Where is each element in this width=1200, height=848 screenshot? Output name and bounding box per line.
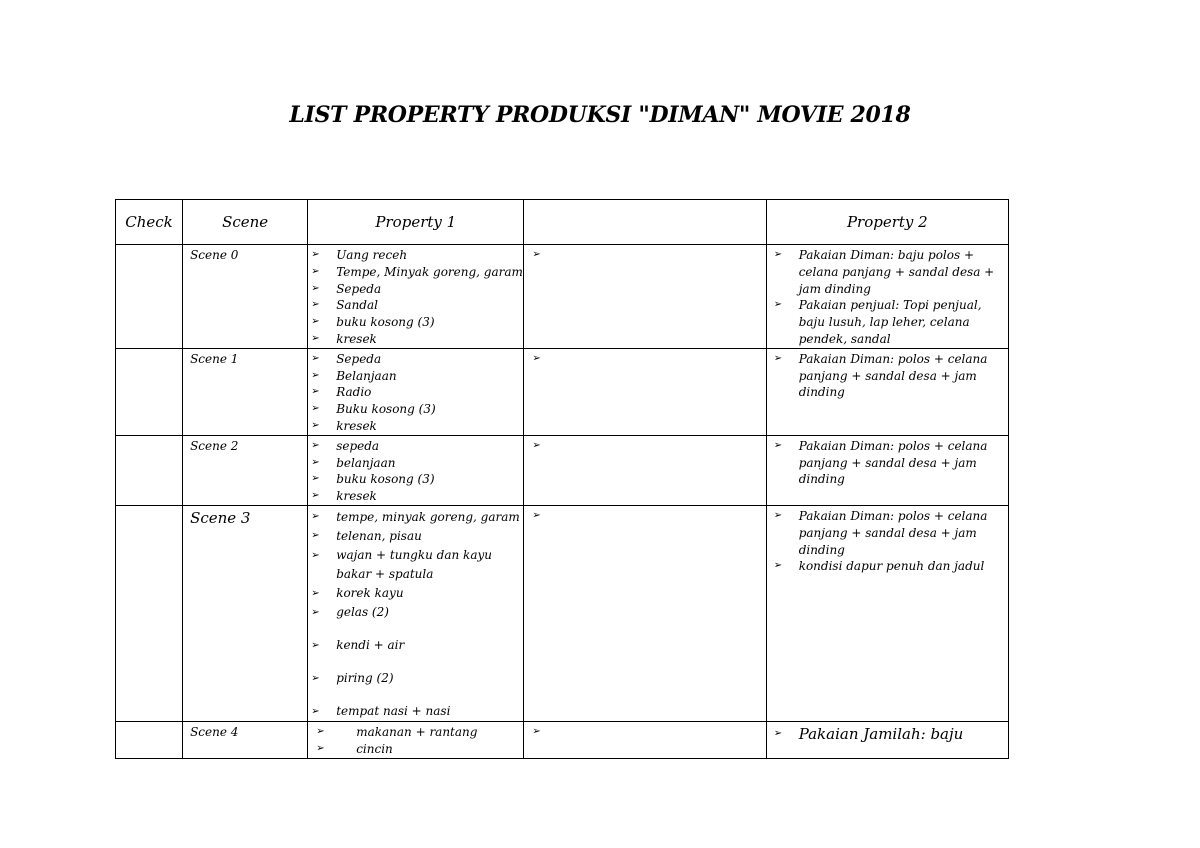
property1-cell [308,348,524,435]
middle-cell [524,245,766,349]
property2-cell [766,505,1008,721]
bullet-arrow-icon: ➢ [773,352,783,364]
bullet-arrow-icon: ➢ [311,529,320,541]
page-title: LIST PROPERTY PRODUKSI "DIMAN" MOVIE 2018 [289,102,911,128]
list-item: ➢ buku kosong (3) [311,472,435,487]
scene-cell [183,505,308,721]
list-item: ➢ Pakaian Diman: baju polos + celana panjang + sandal desa + jam dinding [773,248,995,296]
list-item: ➢ Pakaian Diman: polos + celana panjang + sandal desa + jam dinding [773,438,988,487]
bullet-arrow-icon: ➢ [311,705,320,717]
bullet-arrow-icon: ➢ [311,672,320,684]
list-item: ➢ sepeda [311,438,380,453]
property1-cell [308,435,524,505]
bullet-arrow-icon: ➢ [311,606,320,618]
list-item: ➢ kondisi dapur penuh dan jadul [773,559,985,574]
list-item: ➢ Sandal [311,298,378,313]
bullet-arrow-icon: ➢ [311,490,320,502]
bullet-arrow-icon: ➢ [311,282,320,294]
bullet-arrow-icon: ➢ [311,316,320,328]
list-item: ➢ Buku kosong (3) [311,402,436,417]
scene-cell [183,435,308,505]
bullet-arrow-icon: ➢ [311,352,320,364]
bullet-arrow-icon: ➢ [532,439,541,451]
bullet-arrow-icon: ➢ [311,587,320,599]
check-cell[interactable] [116,245,183,349]
bullet-arrow-icon: ➢ [773,509,783,521]
scene-cell [183,721,308,758]
bullet-arrow-icon: ➢ [773,299,783,311]
list-item: ➢ piring (2) [310,669,521,688]
bullet-arrow-icon: ➢ [532,249,541,260]
list-item: ➢ Pakaian Diman: polos + celana panjang + sandal desa + jam dinding [773,508,988,557]
scene-cell [183,348,308,435]
property2-cell [766,245,1008,349]
scene-cell [183,245,308,349]
list-item: ➢ belanjaan [311,455,396,470]
table-row [116,505,1009,721]
bullet-arrow-icon: ➢ [311,369,320,381]
bullet-arrow-icon: ➢ [311,439,320,451]
bullet-arrow-icon: ➢ [311,386,320,398]
list-item: ➢ tempe, minyak goreng, garam [311,509,520,524]
bullet-arrow-icon: ➢ [311,639,320,651]
scene-label: Scene 1 [190,351,239,366]
middle-cell [524,435,766,505]
header-check: Check [116,200,183,245]
bullet-arrow-icon: ➢ [773,727,783,739]
list-item: ➢ kresek [311,418,377,433]
property-table [115,199,1009,759]
list-item: ➢ kendi + air [310,636,521,655]
list-item: ➢ Pakaian Diman: polos + celana panjang + sandal desa + jam dinding [773,351,988,400]
check-cell[interactable] [116,435,183,505]
middle-cell [524,348,766,435]
property1-cell [308,245,524,349]
list-item: ➢ Belanjaan [311,368,397,383]
bullet-arrow-icon: ➢ [311,299,320,311]
middle-cell [524,721,766,758]
property2-cell [766,435,1008,505]
list-item: ➢ wajan + tungku dan kayu [310,546,521,565]
bullet-arrow-icon: ➢ [532,725,541,737]
scene-label: Scene 3 [190,508,251,527]
middle-cell [524,505,766,721]
header-middle [524,200,766,245]
list-item: ➢ tempat nasi + nasi [310,702,521,721]
list-item: ➢ Uang receh [311,248,408,262]
bullet-arrow-icon: ➢ [316,725,325,737]
check-cell[interactable] [116,348,183,435]
list-item: ➢ kresek [311,489,377,504]
property1-cell [308,721,524,758]
list-item: ➢ cincin [316,741,393,756]
list-item: ➢ Tempe, Minyak goreng, garam [311,264,523,279]
scene-label: Scene 2 [190,438,239,453]
list-item: ➢ kresek [311,331,377,346]
bullet-arrow-icon: ➢ [311,265,320,277]
list-item: ➢ Radio [311,385,372,400]
header-scene: Scene [183,200,308,245]
bullet-arrow-icon: ➢ [311,403,320,415]
bullet-arrow-icon: ➢ [311,549,320,561]
bullet-arrow-icon: ➢ [316,742,325,754]
bullet-arrow-icon: ➢ [311,456,320,468]
list-item: ➢ Sepeda [311,281,382,296]
list-item: ➢ gelas (2) [310,603,521,622]
bullet-arrow-icon: ➢ [773,439,783,451]
bullet-arrow-icon: ➢ [532,509,541,521]
check-cell[interactable] [116,721,183,758]
bullet-arrow-icon: ➢ [532,352,541,364]
list-item: ➢ buku kosong (3) [311,315,435,330]
list-item: ➢ korek kayu [310,584,521,603]
table-row [116,348,1009,435]
header-property-2: Property 2 [766,200,1008,245]
header-row [116,200,1009,245]
list-item: bakar + spatula [336,566,434,581]
list-item: ➢ Sepeda [311,351,382,366]
table-row [116,245,1009,349]
check-cell[interactable] [116,505,183,721]
list-item: ➢ Pakaian Jamilah: baju [773,724,964,743]
bullet-arrow-icon: ➢ [773,249,783,260]
header-property-1: Property 1 [308,200,524,245]
list-item: ➢ Pakaian penjual: Topi penjual, baju lusuh, lap leher, celana pendek, sandal [773,298,982,346]
table-row [116,435,1009,505]
list-item: ➢ telenan, pisau [310,526,521,546]
table-row [116,721,1009,758]
bullet-arrow-icon: ➢ [311,419,320,431]
property2-cell [766,348,1008,435]
property1-cell [308,505,524,721]
scene-label: Scene 0 [190,248,239,262]
scene-label: Scene 4 [190,724,239,739]
bullet-arrow-icon: ➢ [773,560,783,572]
bullet-arrow-icon: ➢ [311,249,320,260]
bullet-arrow-icon: ➢ [311,332,320,344]
property2-cell [766,721,1008,758]
bullet-arrow-icon: ➢ [311,473,320,485]
list-item: ➢ makanan + rantang [316,724,478,739]
bullet-arrow-icon: ➢ [311,510,320,522]
